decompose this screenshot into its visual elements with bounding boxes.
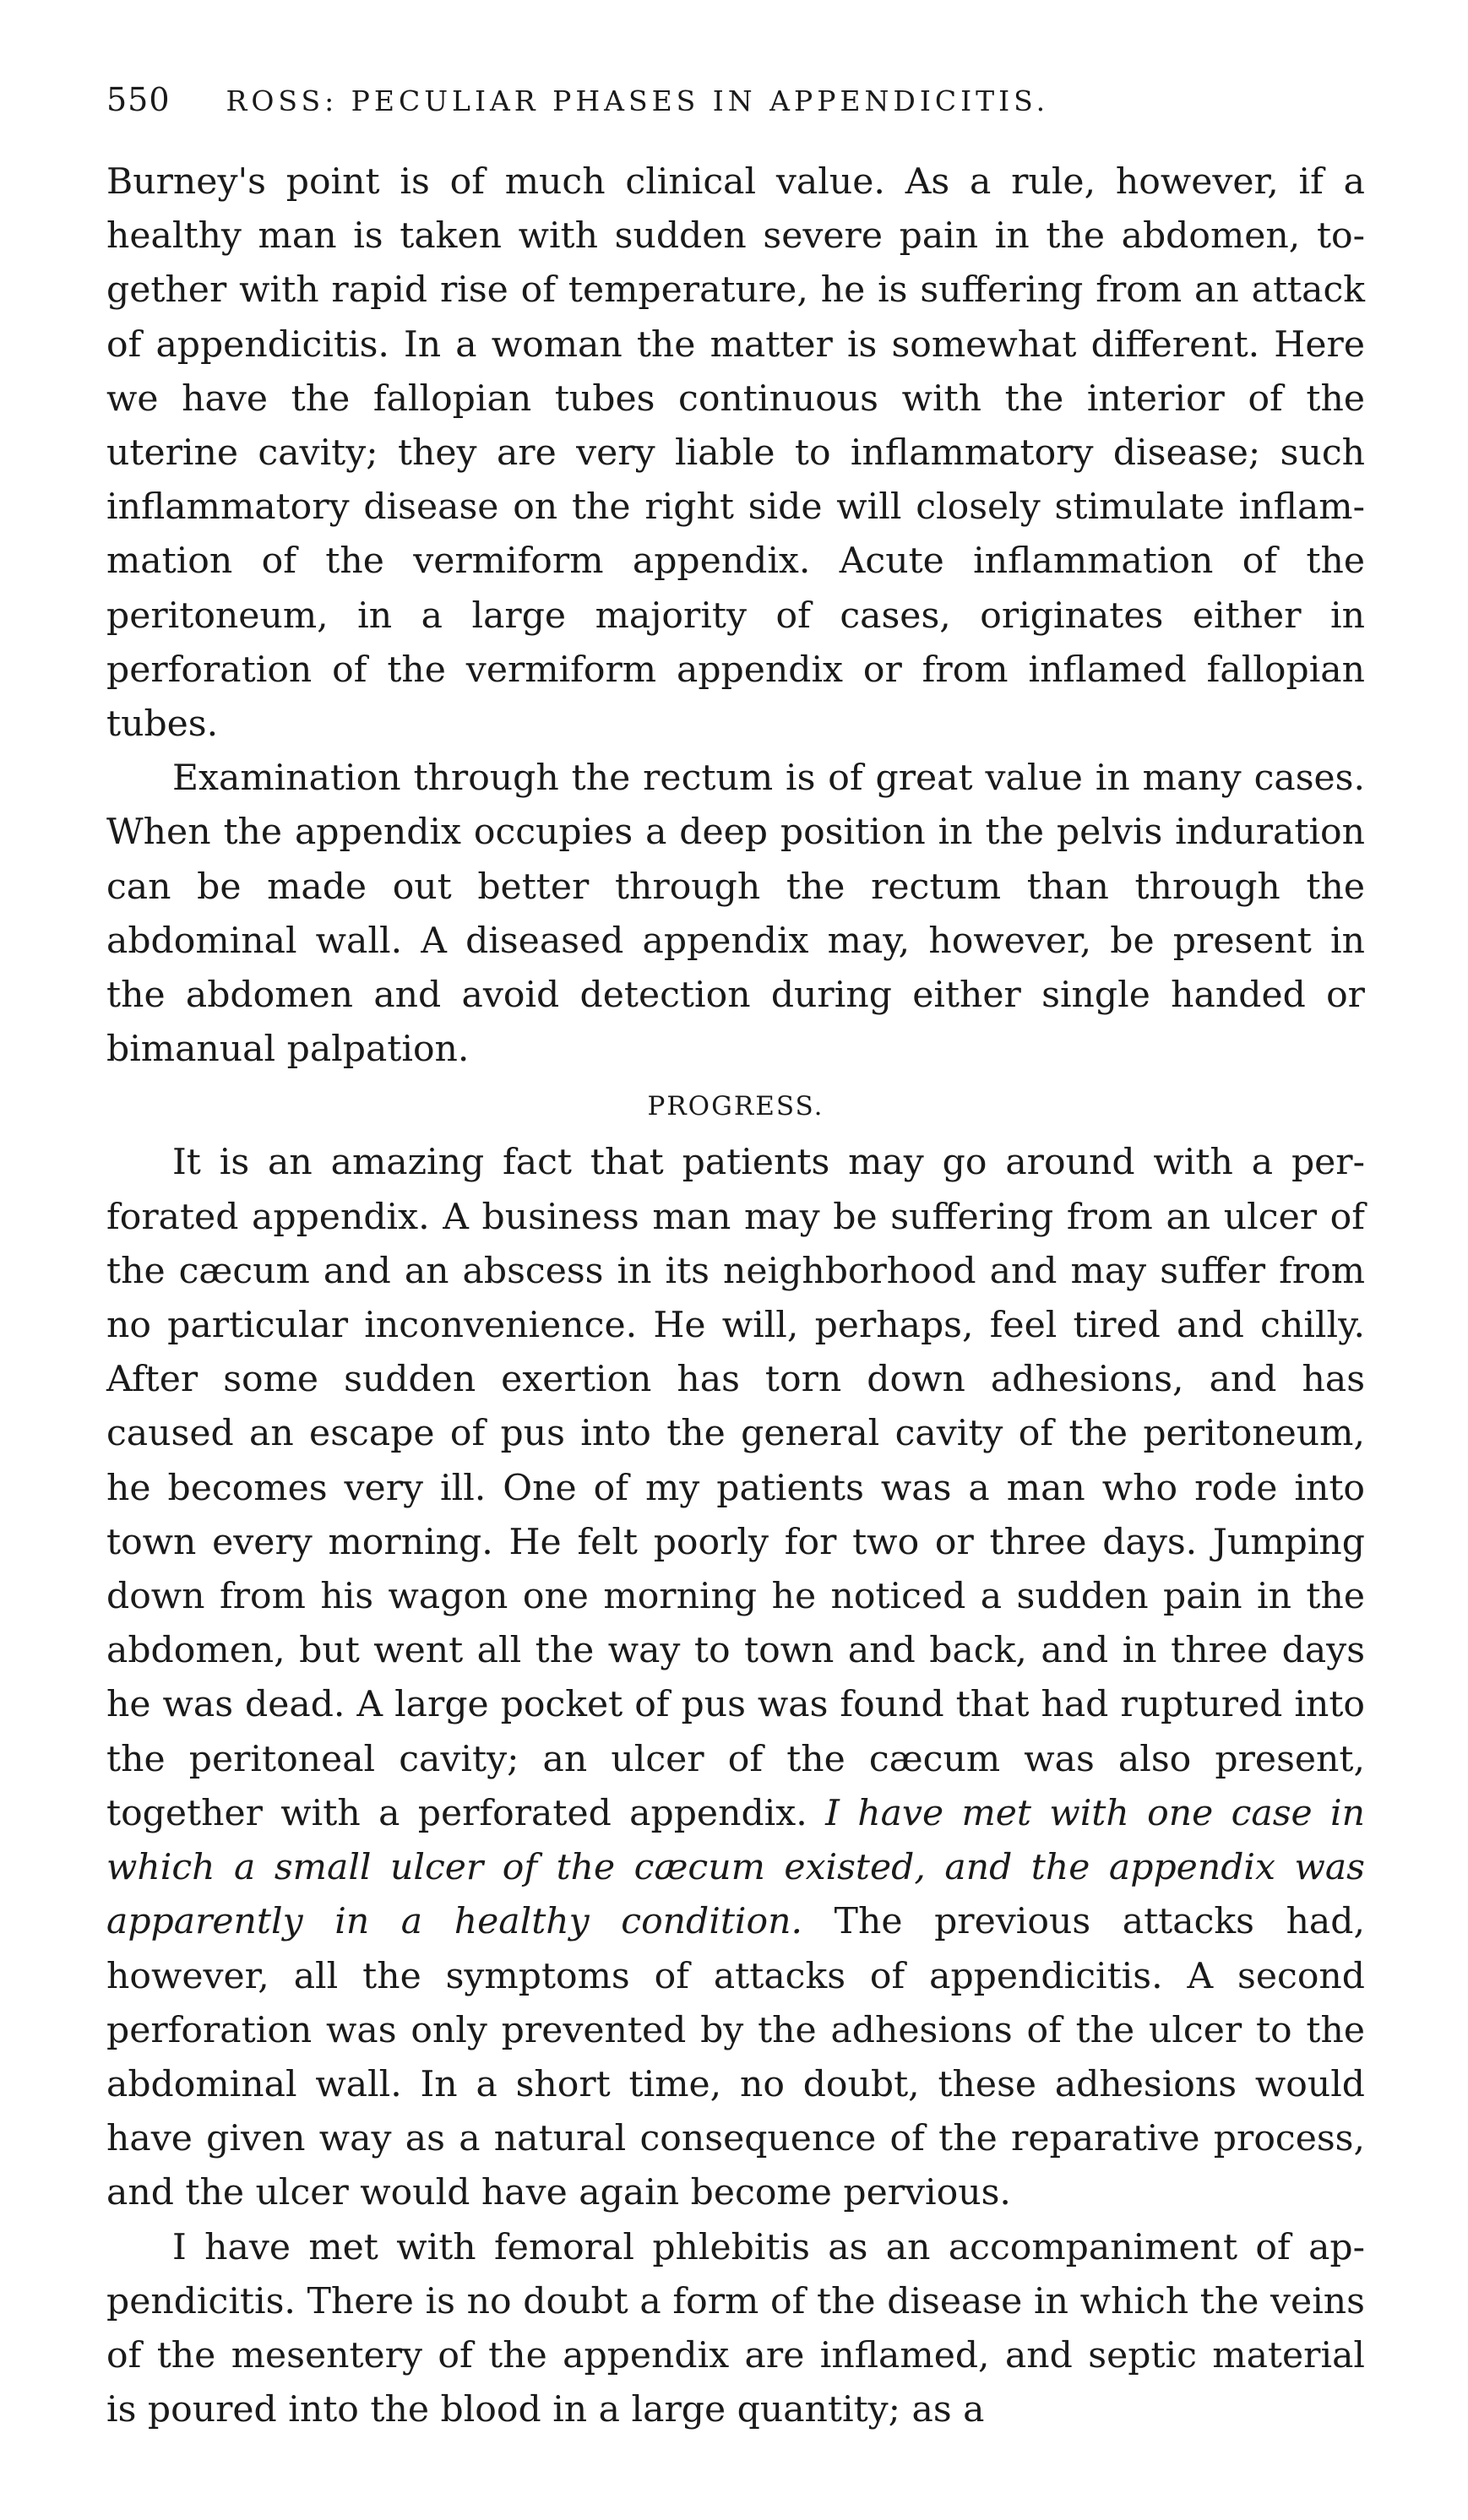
book-page [106,81,1365,2437]
paragraph-burneys-point: Burney's point is of much clinical value. As a rule, however, if a healthy man is taken with sudden severe pain in the abdomen, together with rapid rise of temperature, he is suffering from an attack of appendicitis. In a woman the matter is somewhat different. Here we have the fallopian tubes continuous with the interior of the uterine cavity; they are very liable to inflammatory disease; such inflammatory disease on the right side will closely stimulate inflammation of the vermiform appendix. Acute inflammation of the peritoneum, in a large majority of cases, originates either in perforation of the vermiform appendix or from inflamed fallopian tubes. [106,161,1365,746]
paragraph-progress [106,1136,1365,2220]
section-heading-progress: PROGRESS. [647,1091,824,1122]
paragraph-rectal-examination: Examination through the rectum is of great value in many cases. When the appendix occupies a deep position in the pelvis induration can be made out better through the rectum than through the abdominal wall. A diseased appendix may, however, be present in the abdomen and avoid detection during either single handed or bimanual palpation. [106,758,1365,1071]
progress-text-end: The previous attacks had, however, all the symptoms of attacks of appendicitis. A second perforation was only prevented by the adhesions of the ulcer to the abdominal wall. In a short time, no doubt, these adhesions would have given way as a natural consequence of the reparative process, and the ulcer would have again become pervious. [106,1901,1365,2214]
paragraph-femoral-phlebitis: I have met with femoral phlebitis as an accompaniment of appendicitis. There is no doubt a form of the disease in which the veins of the mesentery of the appendix are inflamed, and septic material is poured into the blood in a large quantity; as a [106,2226,1365,2431]
running-title: ROSS: PECULIAR PHASES IN APPENDICITIS. [226,84,1050,117]
page-number: 550 [106,81,171,118]
italic-case-note: I have met with one case in which a small ulcer of the cæcum existed, and the appendix was apparently in a healthy condition. [106,1792,1365,1943]
progress-text-start: It is an amazing fact that patients may go around with a perforated appendix. A business man may be suffering from an ulcer of the cæcum and an abscess in its neighborhood and may suffer from no particular inconvenience. He will, perhaps, feel tired and chilly. After some sudden exertion has torn down adhesions, and has caused an escape of pus into the general cavity of the peritoneum, he becomes very ill. One of my patients was a man who rode into town every morning. He felt poorly for two or three days. Jumping down from his wagon one morning he noticed a sudden pain in the abdomen, but went all the way to town and back, and in three days he was dead. A large pocket of pus was found that had ruptured into the peritoneal cavity; an ulcer of the cæcum was also present, together with a perforated appendix. [106,1142,1365,1834]
running-head [106,81,1365,125]
